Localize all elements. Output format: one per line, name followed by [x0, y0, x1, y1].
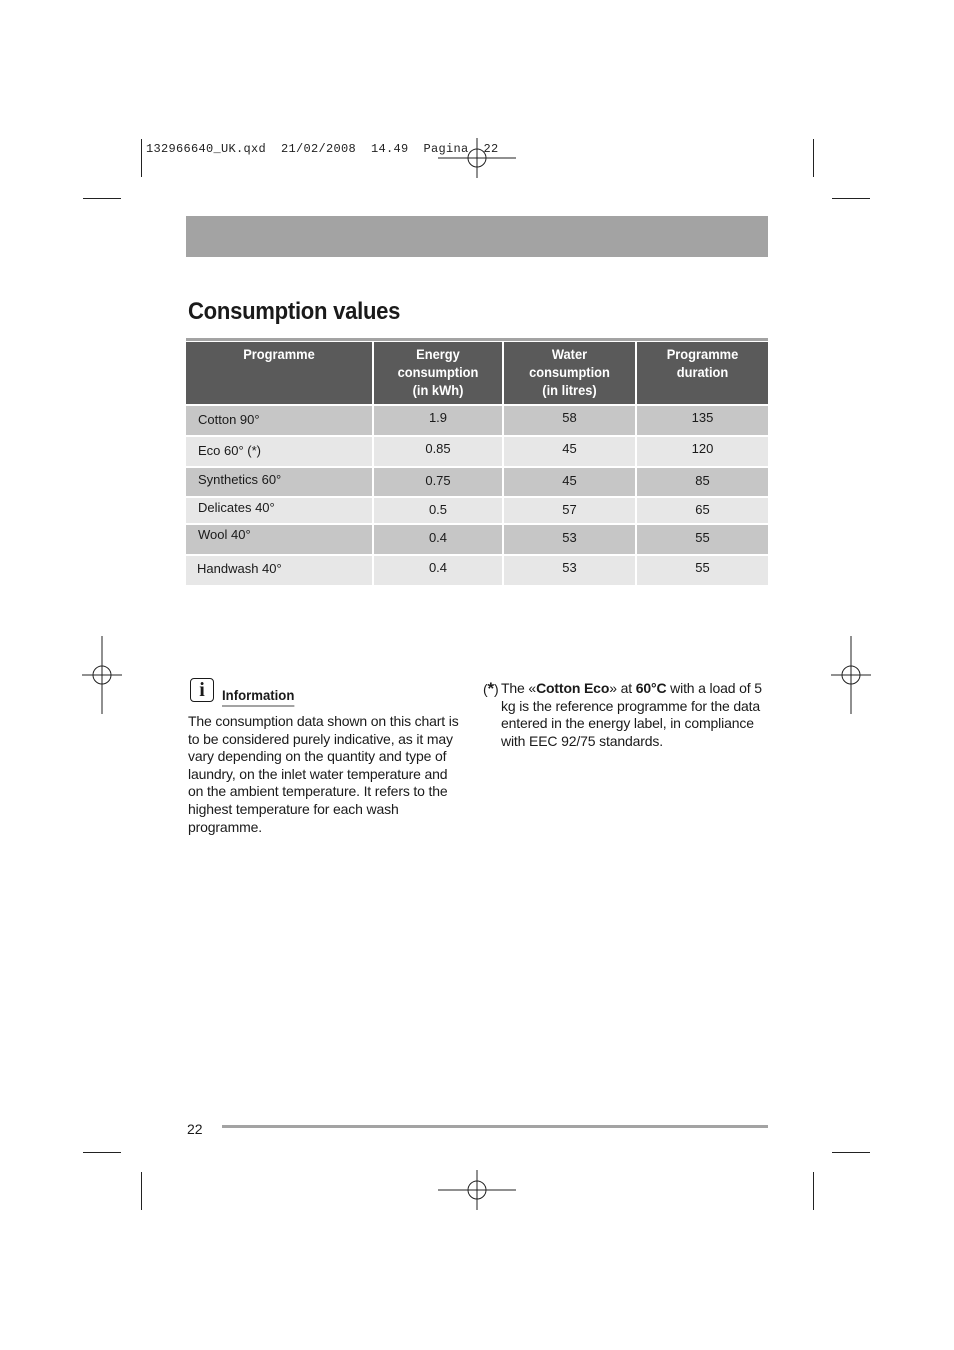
- table-row: [186, 468, 768, 496]
- cell-programme: Handwash 40°: [186, 556, 372, 585]
- crop-mark: [813, 139, 814, 177]
- cell-energy: 0.75: [374, 468, 502, 496]
- cell-duration: 85: [637, 468, 768, 496]
- header-energy: Energy consumption (in kWh): [374, 342, 502, 404]
- header-programme: Programme: [186, 342, 372, 404]
- cell-programme: Wool 40°: [186, 525, 372, 554]
- page-title: Consumption values: [188, 298, 401, 325]
- registration-mark-top: [438, 138, 516, 178]
- cell-duration: 120: [637, 437, 768, 466]
- cell-duration: 65: [637, 498, 768, 523]
- asterisk-mark: (*): [247, 443, 262, 458]
- cell-programme: Eco 60° (*): [186, 437, 372, 466]
- cell-water: 45: [504, 437, 635, 466]
- cell-programme: Delicates 40°: [186, 498, 372, 523]
- cell-programme: Synthetics 60°: [186, 468, 372, 496]
- crop-mark: [832, 1152, 870, 1153]
- crop-mark: [832, 198, 870, 199]
- registration-mark-bottom: [438, 1170, 516, 1210]
- print-slug: 132966640_UK.qxd 21/02/2008 14.49 Pagina 22: [146, 142, 499, 156]
- cell-energy: 1.9: [374, 406, 502, 435]
- cell-energy: 0.4: [374, 525, 502, 554]
- header-band: [186, 216, 768, 257]
- asterisk-mark: *: [487, 679, 494, 698]
- information-icon: i: [190, 678, 214, 702]
- cell-duration: 55: [637, 556, 768, 585]
- table-row: [186, 406, 768, 435]
- cell-energy: 0.5: [374, 498, 502, 523]
- cell-water: 53: [504, 556, 635, 585]
- cell-energy: 0.4: [374, 556, 502, 585]
- cell-water: 57: [504, 498, 635, 523]
- crop-mark: [83, 1152, 121, 1153]
- crop-mark: [83, 198, 121, 199]
- cell-duration: 55: [637, 525, 768, 554]
- cell-water: 58: [504, 406, 635, 435]
- table-row: [186, 437, 768, 466]
- cell-water: 53: [504, 525, 635, 554]
- table-row: [186, 498, 768, 523]
- cell-duration: 135: [637, 406, 768, 435]
- consumption-table: [186, 342, 768, 585]
- cell-energy: 0.85: [374, 437, 502, 466]
- table-row: [186, 525, 768, 554]
- crop-mark: [813, 1172, 814, 1210]
- page-number: 22: [187, 1121, 203, 1137]
- info-heading: Information: [222, 687, 294, 707]
- footer-rule: [222, 1125, 768, 1128]
- crop-mark: [141, 139, 142, 177]
- info-text: The consumption data shown on this chart is to be considered purely indicative, as it may vary depending on the quantity and type of laundry, on the inlet water temperature and on the ambient temperature. It refers to the highest temperature for each wash programme.: [188, 713, 459, 835]
- header-duration: Programme duration: [637, 342, 768, 404]
- cell-water: 45: [504, 468, 635, 496]
- title-rule: [186, 338, 768, 341]
- crop-mark: [141, 1172, 142, 1210]
- table-header-row: [186, 342, 768, 404]
- registration-mark-right: [831, 636, 871, 714]
- table-row: [186, 556, 768, 585]
- header-water: Water consumption (in litres): [504, 342, 635, 404]
- cell-programme: Cotton 90°: [186, 406, 372, 435]
- registration-mark-left: [82, 636, 122, 714]
- footnote: (*) The «Cotton Eco» at 60°C with a load of 5 kg is the reference programme for the data entered in the energy label, in compliance with EEC 92/75 standards.: [483, 679, 762, 749]
